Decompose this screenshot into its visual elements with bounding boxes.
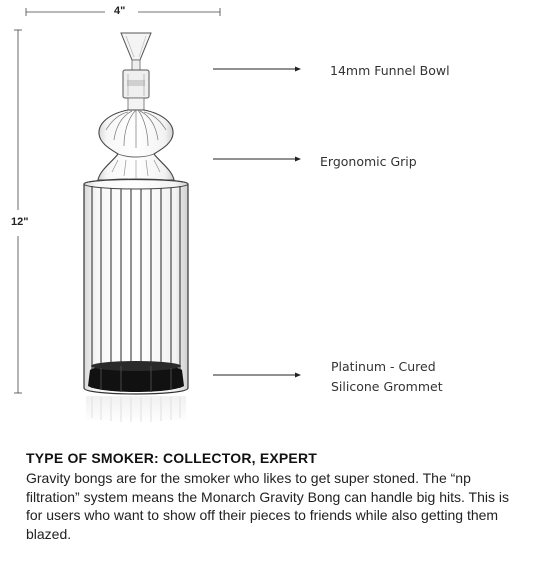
width-label: 4" — [114, 5, 126, 17]
glass-reflection — [86, 396, 186, 422]
height-label: 12" — [11, 216, 29, 228]
callout-arrow-grommet — [213, 373, 301, 378]
callout-arrow-bowl — [213, 67, 301, 72]
callout-grommet-line1: Platinum - Cured — [331, 359, 436, 374]
callout-grommet-line2: Silicone Grommet — [331, 379, 443, 394]
callout-bowl-label: 14mm Funnel Bowl — [330, 63, 450, 78]
height-dimension-line — [14, 30, 22, 393]
callout-arrow-grip — [213, 157, 301, 162]
funnel-bowl — [121, 33, 151, 70]
smoker-type-heading: TYPE OF SMOKER: COLLECTOR, EXPERT — [26, 450, 318, 466]
callout-grip-label: Ergonomic Grip — [320, 154, 417, 169]
glass-joint — [123, 70, 149, 110]
ergonomic-grip-bulb — [98, 110, 174, 180]
description-paragraph: Gravity bongs are for the smoker who likes to get super stoned. The “np filtration” system means the Monarch Gravity Bong can handle big hits. This is for users who want to show off their pieces to friends while also getting them blazed. — [26, 470, 509, 542]
glass-cylinder — [84, 179, 188, 394]
callout-grommet-label — [331, 357, 443, 397]
